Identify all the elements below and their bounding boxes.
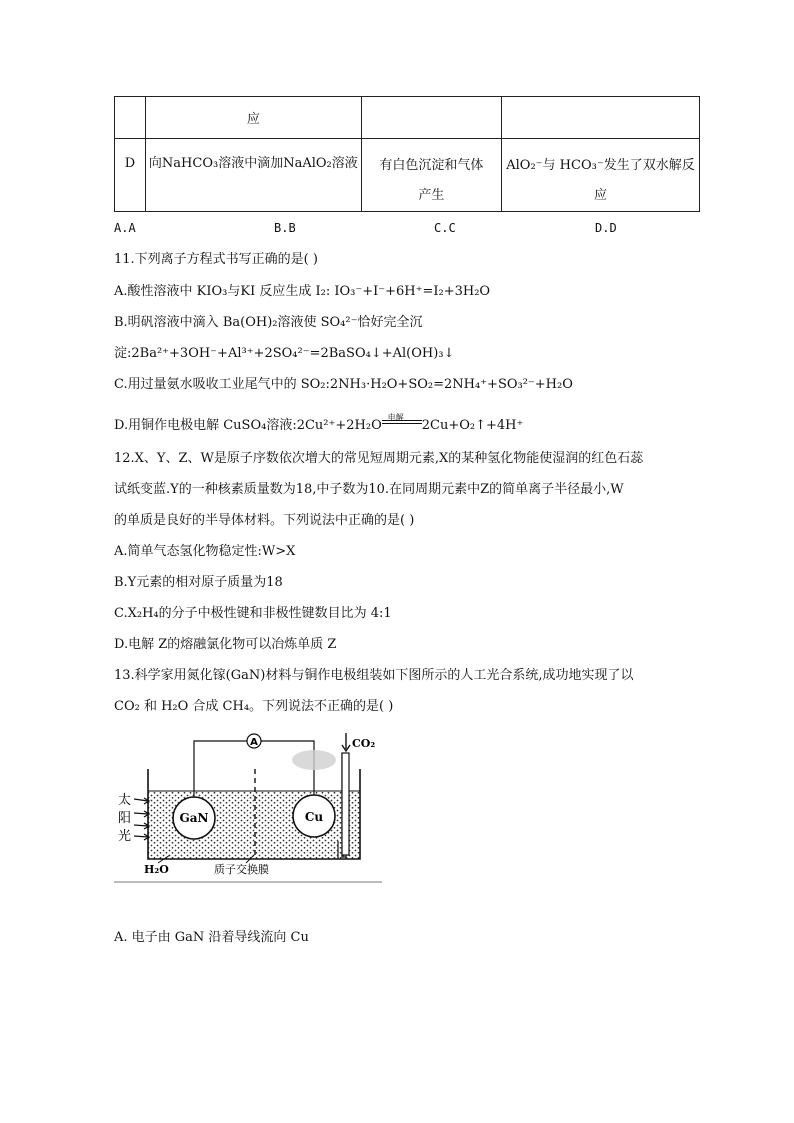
answer-table <box>114 96 700 212</box>
reaction-condition: 电解 <box>387 413 404 422</box>
cu-label: Cu <box>304 810 324 824</box>
arrow-bar <box>382 423 422 424</box>
table-row <box>115 97 700 139</box>
option-b: B.B <box>274 221 296 235</box>
q11-option-b-line1: B.明矾溶液中滴入 Ba(OH)₂溶液使 SO₄²⁻恰好完全沉 <box>114 315 423 330</box>
reaction-arrow <box>382 413 422 435</box>
table-cell <box>361 139 501 212</box>
q12-option-b: B.Y元素的相对原子质量为18 <box>114 575 283 590</box>
equation-right: 2Cu+O₂↑+4H⁺ <box>421 418 524 433</box>
q11-option-d <box>114 413 524 435</box>
smudge <box>292 750 336 770</box>
table-cell <box>501 97 699 139</box>
row-label: D <box>124 156 136 171</box>
table-cell <box>115 97 146 139</box>
q13-stem-line1: 13.科学家用氮化镓(GaN)材料与铜作电极组装如下图所示的人工光合系统,成功地实现了以 <box>114 668 634 683</box>
table-cell <box>501 139 699 212</box>
co2-tube-body <box>342 753 349 855</box>
q11-stem: 11.下列离子方程式书写正确的是( ) <box>114 252 318 267</box>
ammeter-label: A <box>250 737 258 748</box>
table-cell <box>361 97 501 139</box>
table-cell <box>115 139 146 212</box>
q12-stem-line3: 的单质是良好的半导体材料。下列说法中正确的是( ) <box>114 513 415 528</box>
q11-option-b-line2: 淀:2Ba²⁺+3OH⁻+Al³⁺+2SO₄²⁻=2BaSO₄↓+Al(OH)₃↓ <box>114 346 455 361</box>
conclusion-line: AlO₂⁻与 HCO₃⁻发生了双水解反 <box>506 158 695 173</box>
q13-option-a: A. 电子由 GaN 沿着导线流向 Cu <box>114 930 309 945</box>
option-a: A.A <box>114 221 136 235</box>
cell-text: 应 <box>246 112 260 127</box>
light-arrows <box>134 798 149 840</box>
q12-option-d: D.电解 Z的熔融氯化物可以冶炼单质 Z <box>114 637 337 652</box>
arrow-bar <box>382 420 422 421</box>
q12-stem-line2: 试纸变蓝.Y的一种核素质量数为18,中子数为10.在同周期元素中Z的简单离子半径最小,W <box>114 482 624 497</box>
q12-stem-line1: 12.X、Y、Z、W是原子序数依次增大的常见短周期元素,X的某种氢化物能使湿润的红色石蕊 <box>114 451 644 466</box>
table-cell <box>145 139 361 212</box>
phenomenon-line: 产生 <box>418 188 445 203</box>
q12-option-c: C.X₂H₄的分子中极性键和非极性键数目比为 4:1 <box>114 606 392 621</box>
phenomenon-line: 有白色沉淀和气体 <box>379 158 484 173</box>
co2-label: CO₂ <box>352 737 376 750</box>
q11-option-a: A.酸性溶液中 KIO₃与KI 反应生成 I₂: IO₃⁻+I⁻+6H⁺=I₂+3H₂O <box>114 284 491 299</box>
option-c: C.C <box>434 221 456 235</box>
gan-label: GaN <box>179 811 209 825</box>
water-label: H₂O <box>144 863 169 876</box>
table-row <box>115 139 700 212</box>
sunlight-label: 光 <box>118 829 132 844</box>
membrane-label: 质子交换膜 <box>214 863 269 876</box>
experiment-text: 向NaHCO₃溶液中滴加NaAlO₂溶液 <box>148 156 358 171</box>
q11-option-c: C.用过量氨水吸收工业尾气中的 SO₂:2NH₃·H₂O+SO₂=2NH₄⁺+SO₃²⁻+H₂O <box>114 377 573 392</box>
equation-left: D.用铜作电极电解 CuSO₄溶液:2Cu²⁺+2H₂O <box>114 418 382 433</box>
table-cell <box>145 97 361 139</box>
sunlight-label: 太 <box>118 793 132 808</box>
photosynthesis-diagram <box>114 729 384 884</box>
q13-stem-line2: CO₂ 和 H₂O 合成 CH₄。下列说法不正确的是( ) <box>114 699 394 714</box>
q12-option-a: A.简单气态氢化物稳定性:W>X <box>114 544 296 559</box>
sunlight-label: 阳 <box>118 811 132 826</box>
option-d: D.D <box>595 221 617 235</box>
conclusion-line: 应 <box>593 188 607 203</box>
